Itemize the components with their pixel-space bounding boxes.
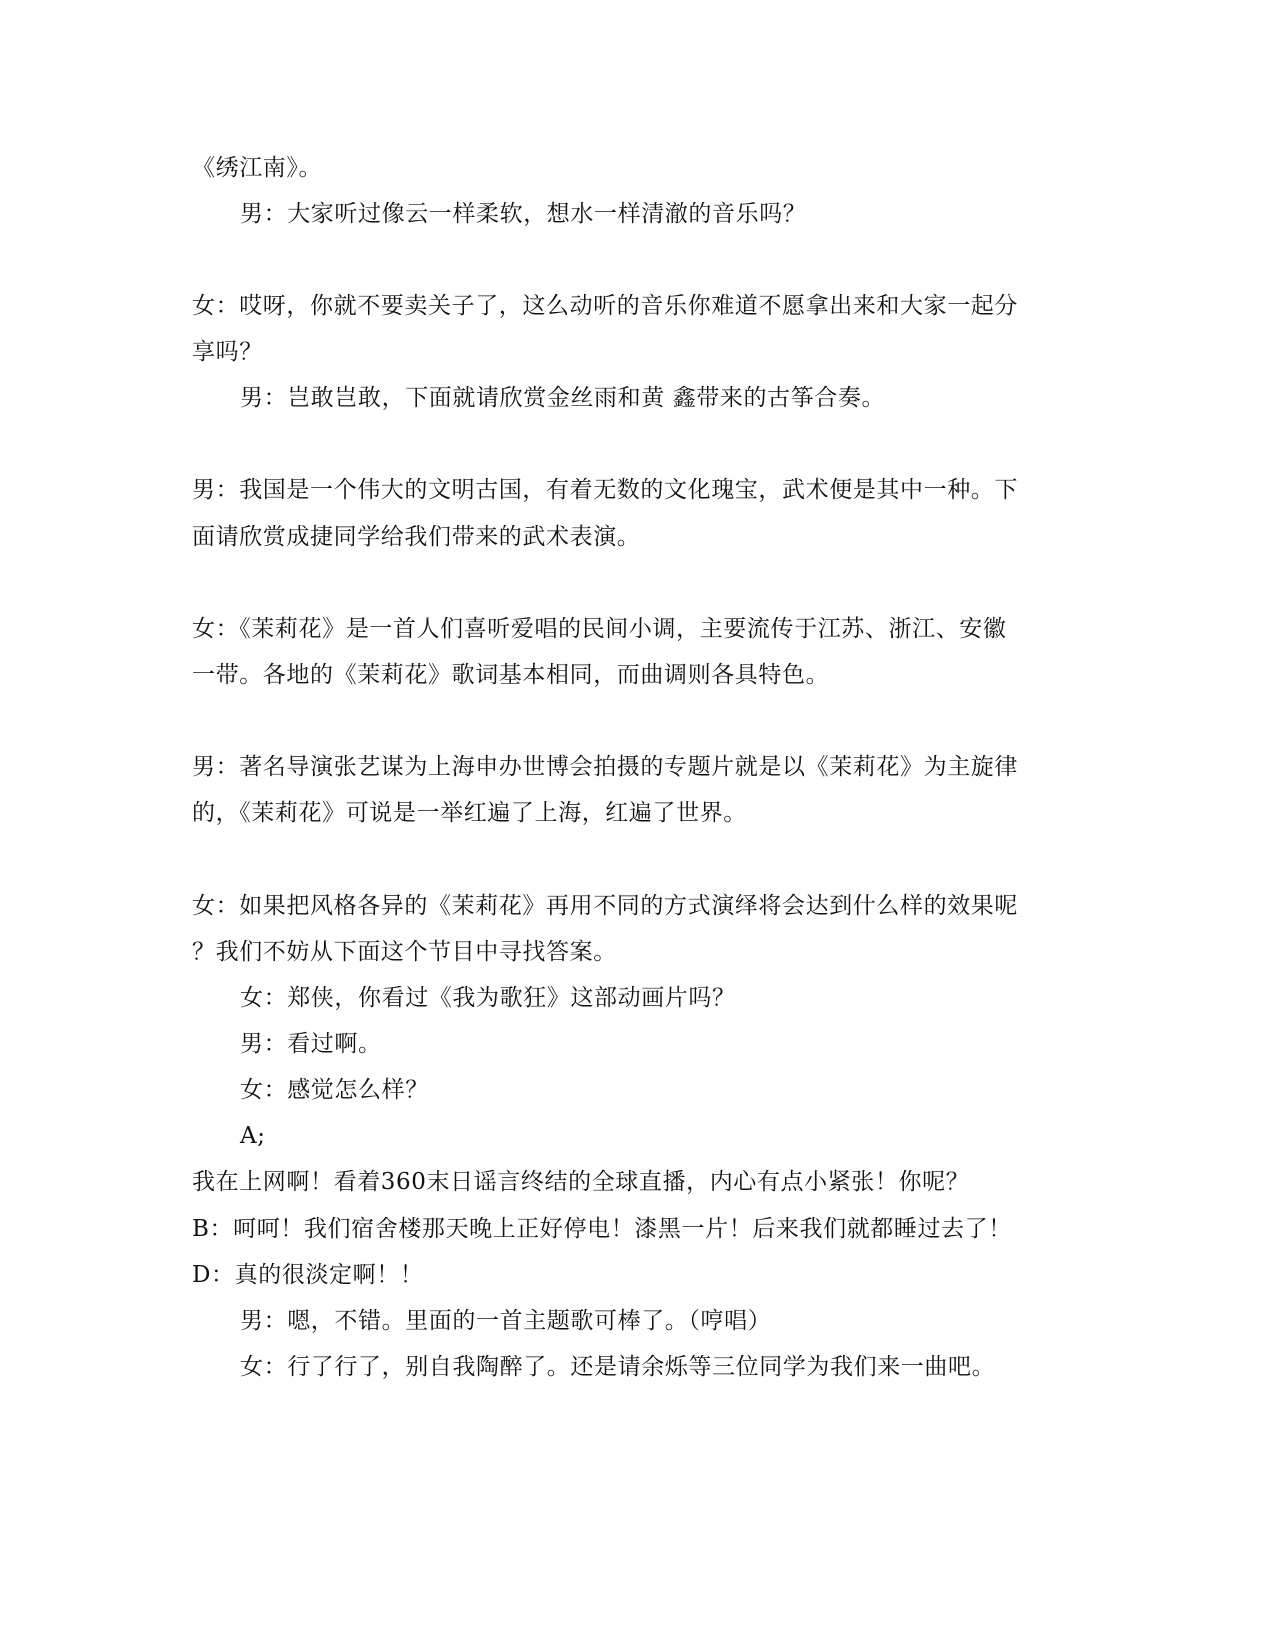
text-line: B：呵呵！我们宿舍楼那天晚上正好停电！漆黑一片！后来我们就都睡过去了！ [192, 1216, 1012, 1242]
text-line: 男：大家听过像云一样柔软，想水一样清澈的音乐吗？ [240, 201, 807, 227]
text-line: 女：如果把风格各异的《茉莉花》再用不同的方式演绎将会达到什么样的效果呢 [192, 893, 1018, 919]
text-line: ？我们不妨从下面这个节目中寻找答案。 [192, 939, 617, 965]
text-line: D：真的很淡定啊！！ [192, 1262, 424, 1288]
text-line: 《绣江南》。 [192, 155, 323, 181]
text-line: 的，《茉莉花》可说是一举红遍了上海，红遍了世界。 [192, 800, 747, 826]
text-line: 男：我国是一个伟大的文明古国，有着无数的文化瑰宝，武术便是其中一种。下 [192, 477, 1018, 503]
text-line: 女：《茉莉花》是一首人们喜听爱唱的民间小调，主要流传于江苏、浙江、安徽 [192, 616, 1007, 642]
text-line: 男：岂敢岂敢，下面就请欣赏金丝雨和黄 鑫带来的古筝合奏。 [240, 385, 886, 411]
text-line: 享吗？ [192, 339, 263, 365]
text-line: 男：嗯，不错。里面的一首主题歌可棒了。（哼唱） [240, 1308, 772, 1334]
text-line: 面请欣赏成捷同学给我们带来的武术表演。 [192, 524, 641, 550]
text-line: 女：行了行了，别自我陶醉了。还是请余烁等三位同学为我们来一曲吧。 [240, 1354, 996, 1380]
text-line: 男：看过啊。 [240, 1031, 382, 1057]
text-line: 女：哎呀，你就不要卖关子了，这么动听的音乐你难道不愿拿出来和大家一起分 [192, 293, 1018, 319]
text-line: 我在上网啊！看着360末日谣言终结的全球直播，内心有点小紧张！你呢？ [192, 1169, 970, 1195]
text-line: 一带。各地的《茉莉花》歌词基本相同，而曲调则各具特色。 [192, 662, 830, 688]
text-line: 女：感觉怎么样？ [240, 1077, 429, 1103]
text-line: 女：郑侠，你看过《我为歌狂》这部动画片吗？ [240, 985, 736, 1011]
text-line: A; [240, 1123, 266, 1149]
text-line: 男：著名导演张艺谋为上海申办世博会拍摄的专题片就是以《茉莉花》为主旋律 [192, 754, 1018, 780]
